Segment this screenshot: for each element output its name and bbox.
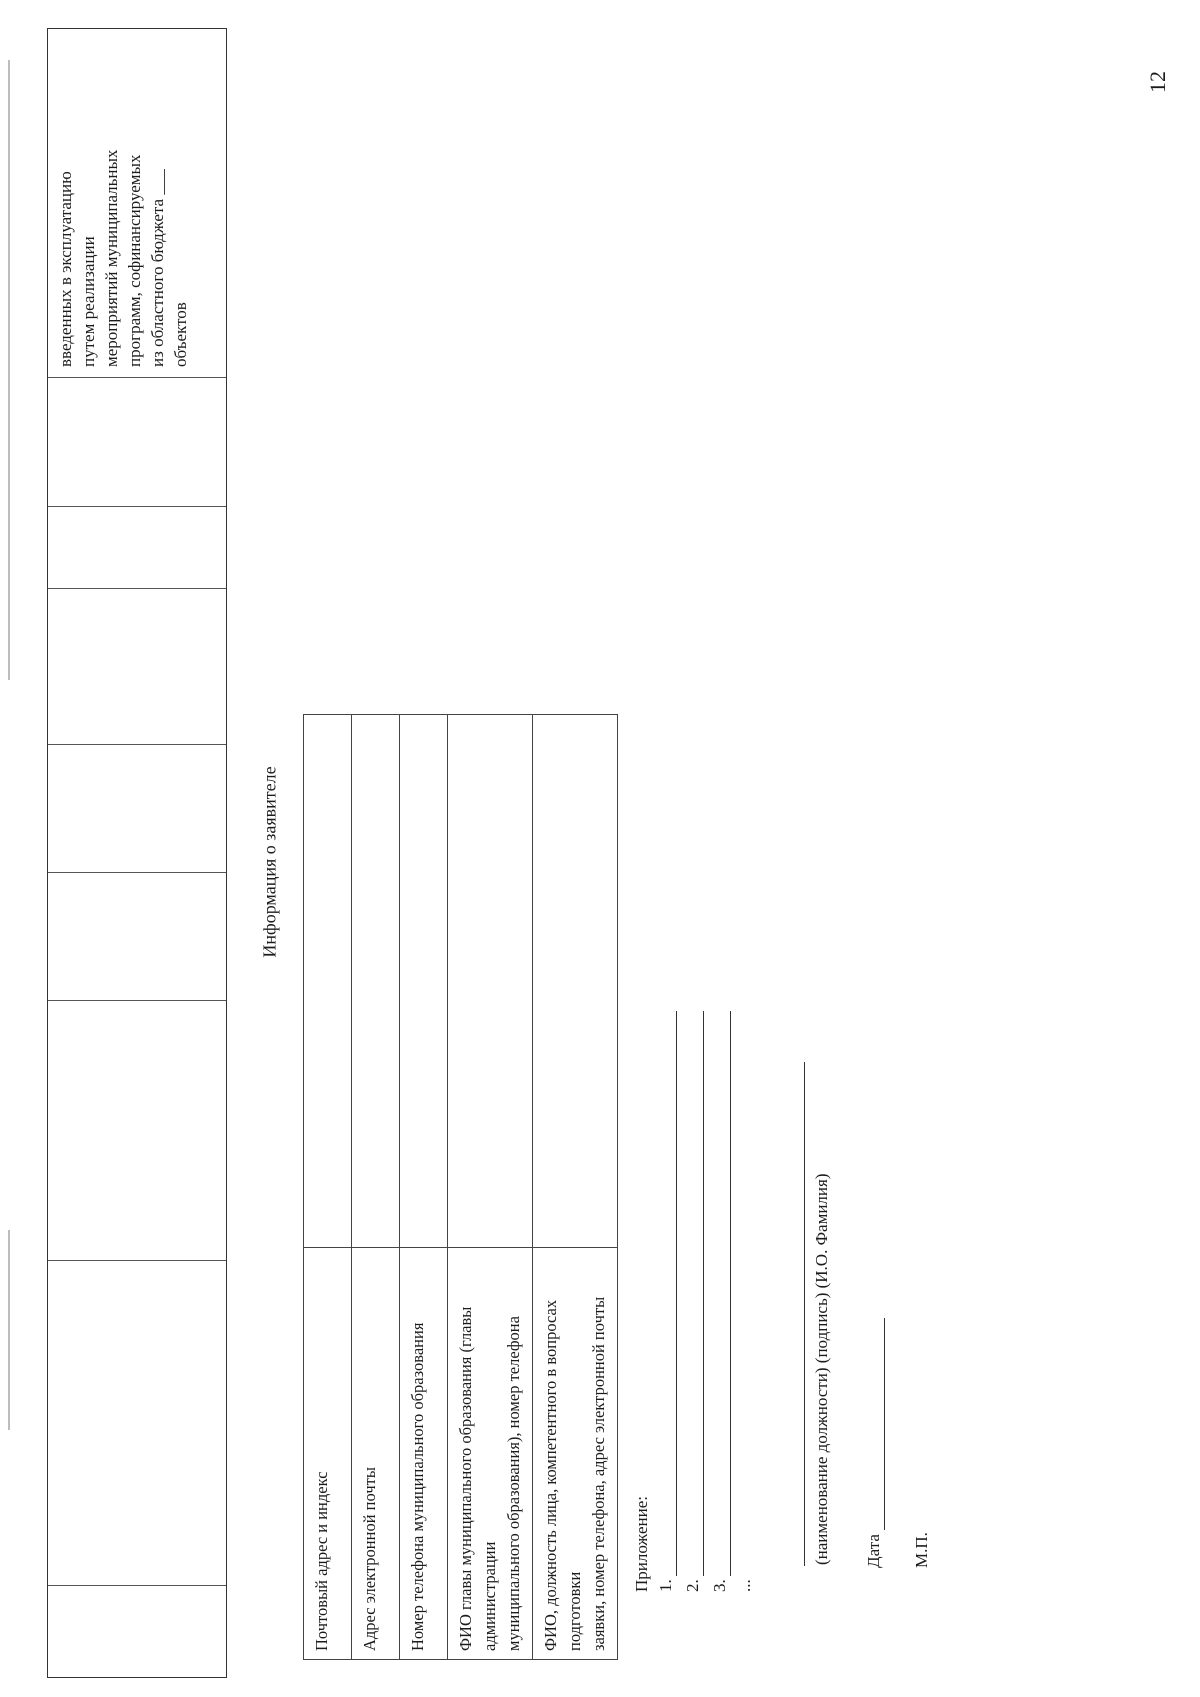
- appendix-title: Приложение:: [632, 1496, 651, 1592]
- table-cell: [48, 377, 226, 506]
- applicant-row-value[interactable]: [352, 715, 400, 1248]
- table-cell: [48, 1260, 226, 1585]
- text-line: программ, софинансируемых: [125, 154, 144, 367]
- applicant-row-value[interactable]: [533, 715, 618, 1248]
- applicant-row-label: [304, 1248, 352, 1660]
- text-line: из областного бюджета ___: [148, 169, 167, 367]
- applicant-section-title: Информация о заявителе: [259, 766, 280, 958]
- applicant-row-label: [533, 1248, 618, 1660]
- appendix-item: 3.: [710, 1579, 729, 1592]
- signature-line[interactable]: [804, 1062, 805, 1566]
- text-line: заявки, номер телефона, адрес электронной почты: [589, 1296, 608, 1651]
- applicant-row-label: [448, 1248, 533, 1660]
- appendix-item: 2.: [683, 1579, 702, 1592]
- scan-margin-mark: [8, 60, 10, 680]
- text-line: Адрес электронной почты: [360, 1467, 379, 1651]
- text-line: ФИО главы муниципального образования (главы администрации: [456, 1306, 499, 1651]
- appendix-blank-line[interactable]: [703, 1011, 704, 1576]
- table-cell-description: [48, 29, 226, 377]
- text-line: введенных в эксплуатацию: [56, 171, 75, 367]
- text-line: мероприятий муниципальных: [102, 149, 121, 367]
- text-line: Почтовый адрес и индекс: [312, 1471, 331, 1651]
- applicant-row-label: [400, 1248, 448, 1660]
- applicant-row-value[interactable]: [304, 715, 352, 1248]
- page-number: 12: [1145, 71, 1170, 93]
- text-line: Номер телефона муниципального образования: [408, 1322, 427, 1651]
- text-line: муниципального образования), номер телефона: [504, 1316, 523, 1651]
- table-cell: [48, 744, 226, 872]
- applicant-row-value[interactable]: [400, 715, 448, 1248]
- stamp-label: М.П.: [912, 1532, 931, 1568]
- applicant-row-value[interactable]: [448, 715, 533, 1248]
- applicant-row-label: [352, 1248, 400, 1660]
- table-cell: [48, 872, 226, 1000]
- table-cell: [48, 1585, 226, 1677]
- table-cell: [48, 1000, 226, 1260]
- text-line: путем реализации: [79, 236, 98, 367]
- appendix-item: ...: [735, 1579, 754, 1592]
- appendix-blank-line[interactable]: [676, 1011, 677, 1576]
- date-blank-line[interactable]: [884, 1318, 885, 1530]
- table-cell: [48, 588, 226, 744]
- appendix-blank-line[interactable]: [730, 1011, 731, 1576]
- scan-margin-mark: [8, 1230, 10, 1430]
- text-line: ФИО, должность лица, компетентного в вопросах подготовки: [541, 1299, 584, 1651]
- signature-caption: (наименование должности) (подпись) (И.О. Фамилия): [812, 1173, 831, 1565]
- appendix-item: 1.: [656, 1579, 675, 1592]
- text-line: объектов: [171, 302, 190, 367]
- date-label: Дата: [864, 1534, 883, 1568]
- table-cell: [48, 506, 226, 588]
